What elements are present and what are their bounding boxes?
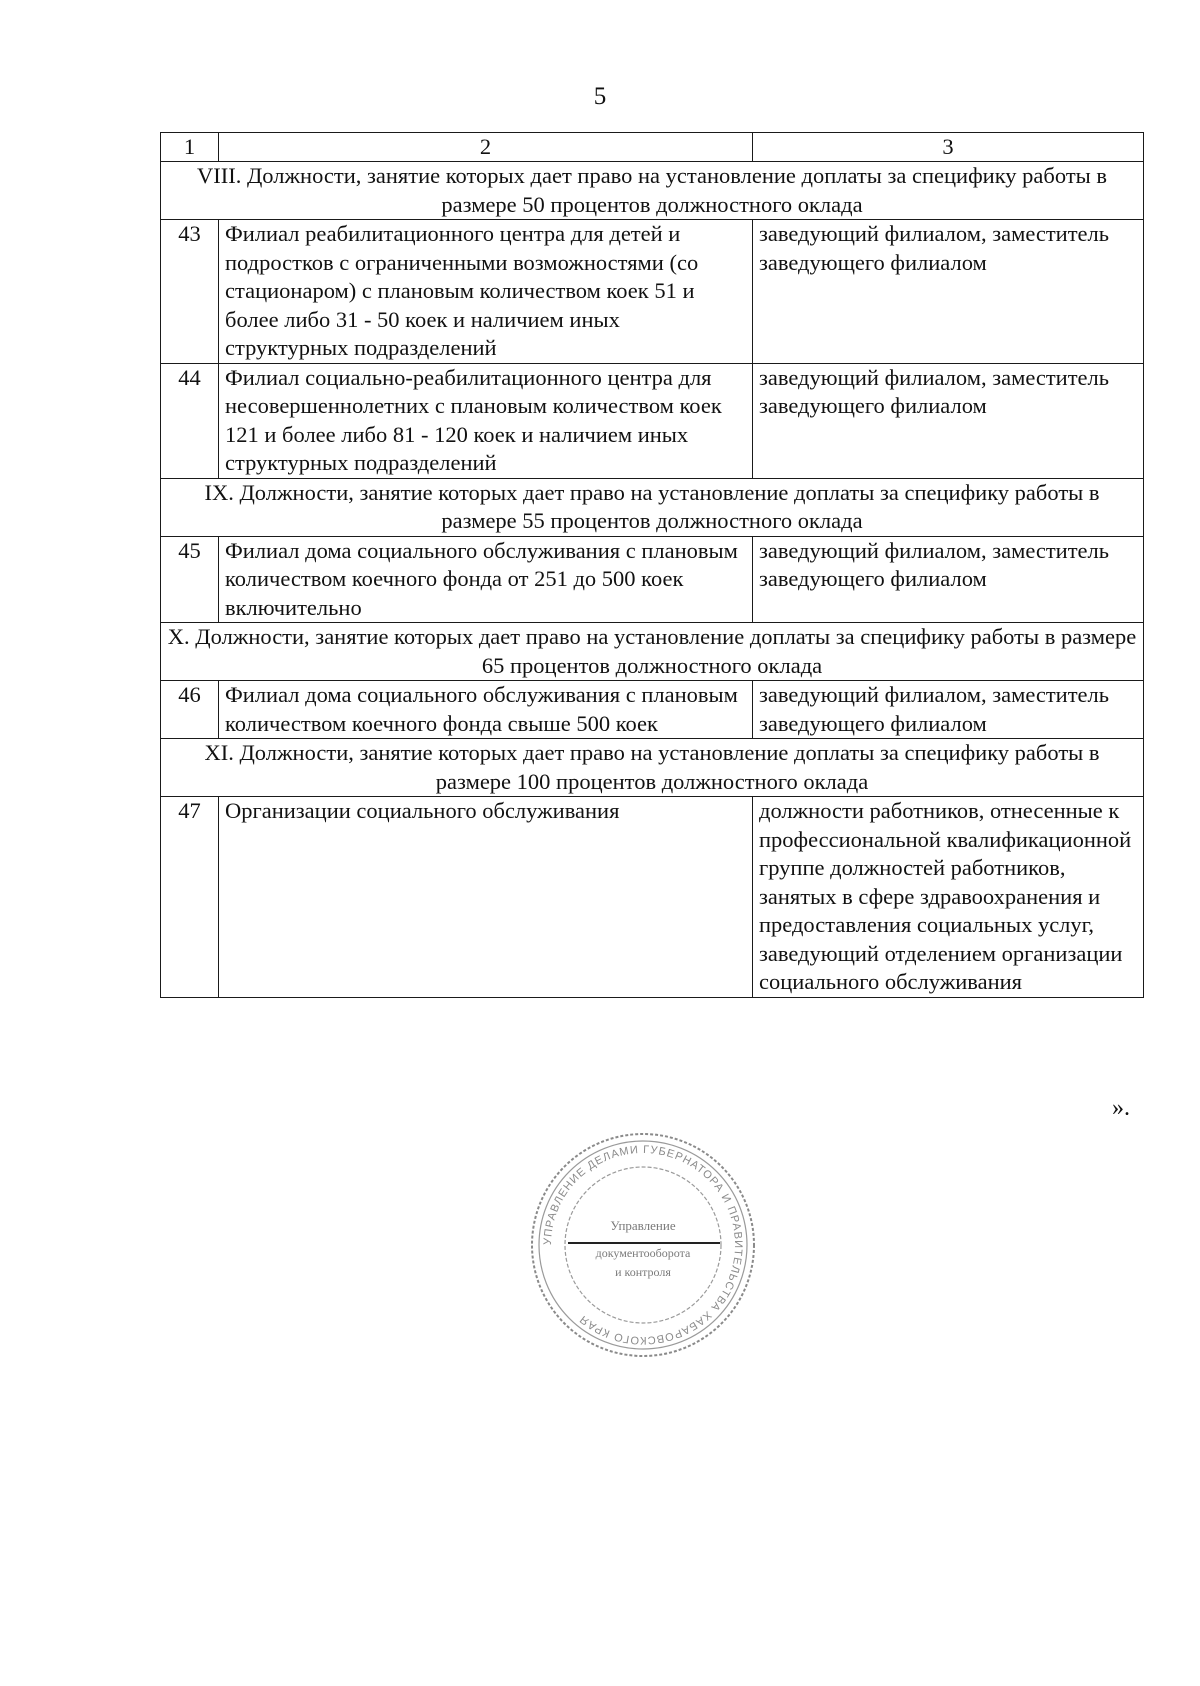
table-row xyxy=(161,797,1144,998)
closing-quote: ». xyxy=(1112,1095,1130,1121)
positions-cell: заведующий филиалом, заместитель заведующего филиалом xyxy=(753,363,1144,478)
row-number: 45 xyxy=(161,536,219,623)
table-row xyxy=(161,536,1144,623)
section-row xyxy=(161,162,1144,220)
page-number: 5 xyxy=(593,83,607,110)
row-number: 43 xyxy=(161,220,219,364)
positions-cell: должности работников, отнесенные к профессиональной квалификационной группе должностей работников, занятых в сфере здравоохранения и предоставления социальных услуг, заведующий отделением организации социального обслуживания xyxy=(753,797,1144,998)
table-row xyxy=(161,681,1144,739)
section-row xyxy=(161,739,1144,797)
positions-cell: заведующий филиалом, заместитель заведующего филиалом xyxy=(753,220,1144,364)
stamp-line-2: документооборота xyxy=(595,1246,691,1260)
institution-cell: Организации социального обслуживания xyxy=(219,797,753,998)
section-heading: X. Должности, занятие которых дает право на установление доплаты за специфику работы в размере 65 процентов должностного оклада xyxy=(161,623,1144,681)
row-number: 44 xyxy=(161,363,219,478)
column-header-3: 3 xyxy=(753,133,1144,162)
table-row xyxy=(161,363,1144,478)
column-header-2: 2 xyxy=(219,133,753,162)
positions-table xyxy=(160,132,1144,998)
stamp-line-3: и контроля xyxy=(615,1265,671,1279)
row-number: 46 xyxy=(161,681,219,739)
section-heading: VIII. Должности, занятие которых дает право на установление доплаты за специфику работы в размере 50 процентов должностного оклада xyxy=(161,162,1144,220)
institution-cell: Филиал социально-реабилитационного центра для несовершеннолетних с плановым количеством коек 121 и более либо 81 - 120 коек и наличием иных структурных подразделений xyxy=(219,363,753,478)
stamp-ring-text: УПРАВЛЕНИЕ ДЕЛАМИ ГУБЕРНАТОРА И ПРАВИТЕЛЬСТВА ХАБАРОВСКОГО КРАЯ xyxy=(541,1143,745,1347)
institution-cell: Филиал реабилитационного центра для детей и подростков с ограниченными возможностями (со стационаром) с плановым количеством коек 51 и более либо 31 - 50 коек и наличием иных структурных подразделений xyxy=(219,220,753,364)
positions-cell: заведующий филиалом, заместитель заведующего филиалом xyxy=(753,536,1144,623)
svg-text:УПРАВЛЕНИЕ ДЕЛАМИ ГУБЕРНАТОРА xyxy=(542,1144,744,1346)
institution-cell: Филиал дома социального обслуживания с плановым количеством коечного фонда от 251 до 500 коек включительно xyxy=(219,536,753,623)
section-heading: XI. Должности, занятие которых дает право на установление доплаты за специфику работы в размере 100 процентов должностного оклада xyxy=(161,739,1144,797)
table-header-row xyxy=(161,133,1144,162)
section-heading: IX. Должности, занятие которых дает право на установление доплаты за специфику работы в размере 55 процентов должностного оклада xyxy=(161,478,1144,536)
section-row xyxy=(161,623,1144,681)
positions-cell: заведующий филиалом, заместитель заведующего филиалом xyxy=(753,681,1144,739)
stamp-line-1: Управление xyxy=(610,1218,676,1233)
institution-cell: Филиал дома социального обслуживания с плановым количеством коечного фонда свыше 500 коек xyxy=(219,681,753,739)
column-header-1: 1 xyxy=(161,133,219,162)
table-row xyxy=(161,220,1144,364)
section-row xyxy=(161,478,1144,536)
official-stamp xyxy=(528,1130,758,1360)
row-number: 47 xyxy=(161,797,219,998)
